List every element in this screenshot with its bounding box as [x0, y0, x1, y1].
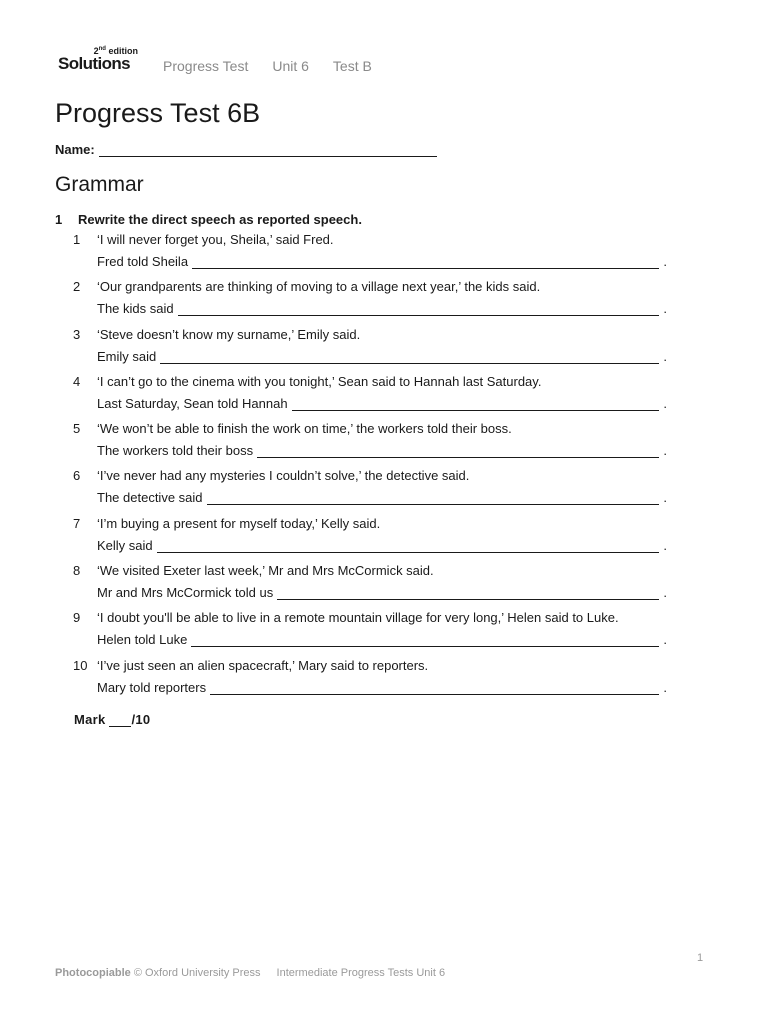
- item-end-punctuation: .: [663, 395, 667, 411]
- item-number: 4: [73, 373, 81, 389]
- item-prompt-row: [55, 468, 705, 490]
- answer-blank-line[interactable]: [277, 587, 659, 600]
- item-prompt: ‘We won’t be able to finish the work on time,’ the workers told their boss.: [97, 421, 512, 437]
- item-number: 9: [73, 610, 81, 626]
- exercise-item: [55, 610, 705, 657]
- item-answer-lead: Fred told Sheila: [97, 254, 189, 269]
- exercise-instruction: [55, 212, 705, 232]
- item-end-punctuation: .: [663, 490, 667, 506]
- answer-blank-line[interactable]: [191, 634, 659, 647]
- item-prompt-row: [55, 232, 705, 254]
- item-answer-row: [55, 538, 705, 560]
- item-answer: [97, 443, 667, 459]
- exercise-item: [55, 516, 705, 563]
- exercise-item: [55, 468, 705, 515]
- item-prompt-row: [55, 421, 705, 443]
- exercise-item: [55, 374, 705, 421]
- answer-blank-line[interactable]: [178, 303, 660, 316]
- item-answer: [97, 254, 667, 270]
- item-answer-row: [55, 585, 705, 607]
- item-prompt-row: [55, 563, 705, 585]
- exercise-item: [55, 232, 705, 279]
- item-answer-row: [55, 443, 705, 465]
- item-number: 1: [73, 232, 81, 247]
- item-answer-lead: The workers told their boss: [97, 443, 254, 459]
- item-end-punctuation: .: [663, 348, 667, 364]
- footer: [55, 967, 445, 979]
- page-number: 1: [697, 952, 704, 964]
- footer-title: Intermediate Progress Tests Unit 6: [276, 967, 446, 979]
- answer-blank-line[interactable]: [210, 682, 659, 695]
- item-answer: [97, 538, 667, 554]
- item-number: 7: [73, 515, 81, 531]
- section-heading: Grammar: [55, 173, 144, 196]
- exercise-item: [55, 658, 705, 705]
- item-prompt: ‘I’ve just seen an alien spacecraft,’ Mary said to reporters.: [97, 657, 429, 673]
- item-answer: [97, 632, 667, 648]
- item-answer-lead: Mr and Mrs McCormick told us: [97, 585, 274, 601]
- item-prompt: ‘I doubt you'll be able to live in a remote mountain village for very long,’ Helen said to Luke.: [97, 610, 619, 626]
- footer-copyright: © Oxford University Press: [133, 967, 261, 979]
- item-prompt-row: [55, 327, 705, 349]
- item-number: 3: [73, 326, 81, 342]
- page-title: Progress Test 6B: [55, 98, 261, 128]
- item-answer: [97, 490, 667, 506]
- item-prompt: ‘I can’t go to the cinema with you tonight,’ Sean said to Hannah last Saturday.: [97, 373, 542, 389]
- item-answer: [97, 349, 667, 365]
- mark-blank[interactable]: [109, 714, 131, 727]
- item-end-punctuation: .: [663, 679, 667, 695]
- item-answer-row: [55, 632, 705, 654]
- breadcrumb-unit: Unit 6: [272, 58, 309, 74]
- logo-edition-number: 2: [93, 46, 99, 56]
- exercise-items: [55, 232, 705, 705]
- exercise-1: [55, 212, 705, 705]
- item-answer: [97, 680, 667, 696]
- exercise-item: [55, 421, 705, 468]
- item-answer-lead: The detective said: [97, 490, 203, 506]
- item-answer-row: [55, 680, 705, 702]
- exercise-item: [55, 563, 705, 610]
- logo-edition-ordinal: nd: [98, 46, 106, 52]
- item-prompt-row: [55, 279, 705, 301]
- item-prompt-row: [55, 516, 705, 538]
- item-end-punctuation: .: [663, 254, 667, 269]
- answer-blank-line[interactable]: [192, 256, 659, 269]
- item-answer-lead: The kids said: [97, 301, 174, 317]
- item-number: 6: [73, 468, 81, 484]
- item-answer-row: [55, 490, 705, 512]
- item-end-punctuation: .: [663, 443, 667, 459]
- item-answer: [97, 396, 667, 412]
- item-answer: [97, 585, 667, 601]
- item-end-punctuation: .: [663, 537, 667, 553]
- exercise-item: [55, 327, 705, 374]
- item-answer-lead: Last Saturday, Sean told Hannah: [97, 395, 288, 411]
- item-end-punctuation: .: [663, 632, 667, 648]
- item-number: 10: [73, 657, 88, 673]
- solutions-logo: [58, 44, 142, 76]
- item-prompt-row: [55, 658, 705, 680]
- item-prompt-row: [55, 374, 705, 396]
- breadcrumb-progress-test: Progress Test: [163, 58, 249, 74]
- item-answer-row: [55, 349, 705, 371]
- item-prompt: ‘I’ve never had any mysteries I couldn’t solve,’ the detective said.: [97, 468, 470, 484]
- name-label: Name:: [55, 142, 95, 157]
- item-answer-lead: Kelly said: [97, 537, 153, 553]
- mark-score: [74, 712, 150, 727]
- item-prompt-row: [55, 610, 705, 632]
- mark-label: Mark: [74, 712, 106, 727]
- exercise-item: [55, 279, 705, 326]
- breadcrumb-test: Test B: [332, 58, 372, 74]
- name-blank-line[interactable]: [99, 143, 437, 157]
- item-answer: [97, 301, 667, 317]
- header-breadcrumb: [163, 58, 372, 74]
- item-prompt: ‘I’m buying a present for myself today,’ Kelly said.: [97, 515, 381, 531]
- item-end-punctuation: .: [663, 301, 667, 317]
- item-answer-row: [55, 396, 705, 418]
- item-answer-row: [55, 254, 705, 276]
- item-prompt: ‘Our grandparents are thinking of moving to a village next year,’ the kids said.: [97, 279, 541, 295]
- item-prompt: ‘Steve doesn’t know my surname,’ Emily said.: [97, 326, 361, 342]
- item-prompt: ‘I will never forget you, Sheila,’ said Fred.: [97, 232, 334, 247]
- answer-blank-line[interactable]: [160, 351, 659, 364]
- logo-name: Solutions: [58, 54, 131, 73]
- answer-blank-line[interactable]: [157, 540, 660, 553]
- answer-blank-line[interactable]: [207, 492, 660, 505]
- item-number: 5: [73, 421, 81, 437]
- item-answer-lead: Emily said: [97, 348, 157, 364]
- item-end-punctuation: .: [663, 585, 667, 601]
- logo-edition-word: edition: [108, 46, 138, 56]
- item-number: 2: [73, 279, 81, 295]
- item-answer-row: [55, 301, 705, 323]
- item-answer-lead: Mary told reporters: [97, 679, 207, 695]
- item-number: 8: [73, 563, 81, 579]
- footer-photocopiable: Photocopiable: [55, 967, 131, 979]
- name-field: [55, 142, 437, 157]
- item-answer-lead: Helen told Luke: [97, 632, 188, 648]
- exercise-number: 1: [55, 212, 63, 227]
- item-prompt: ‘We visited Exeter last week,’ Mr and Mrs McCormick said.: [97, 563, 434, 579]
- mark-total: /10: [131, 712, 151, 727]
- exercise-instruction-text: Rewrite the direct speech as reported speech.: [78, 212, 362, 227]
- answer-blank-line[interactable]: [257, 445, 659, 458]
- answer-blank-line[interactable]: [292, 398, 660, 411]
